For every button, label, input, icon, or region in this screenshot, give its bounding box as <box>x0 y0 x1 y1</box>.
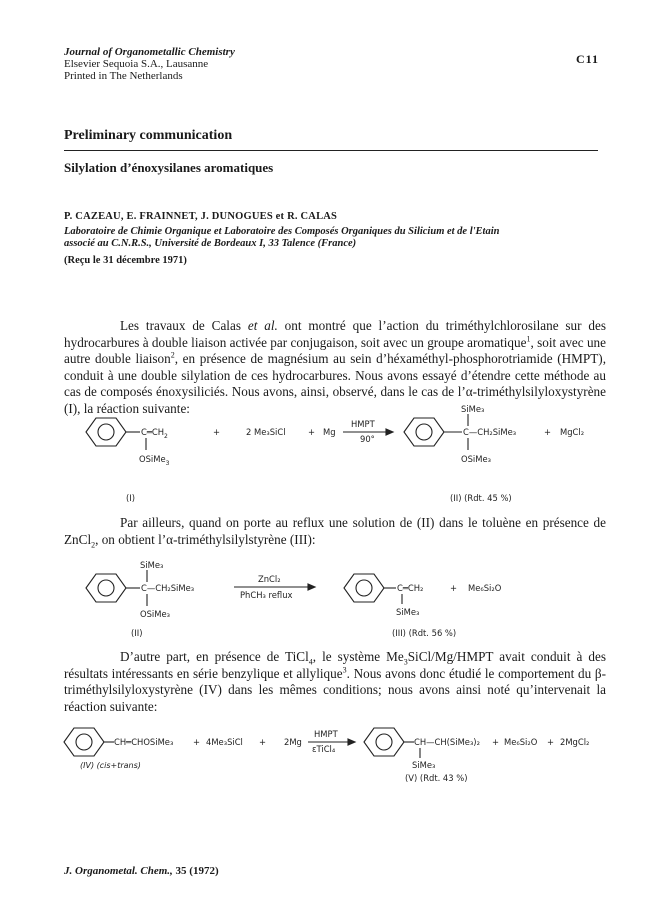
p3-chain: CH—CH(SiMe₃)₂ <box>414 737 480 747</box>
byproduct-mgcl2: MgCl₂ <box>560 427 585 437</box>
authors: P. CAZEAU, E. FRAINNET, J. DUNOGUES et R. CALAS <box>64 211 338 222</box>
label-compound-III: (III) (Rdt. 56 %) <box>392 628 457 638</box>
article-title: Silylation d’énoxysilanes aromatiques <box>64 160 274 175</box>
footer-citation <box>64 865 219 877</box>
label-compound-II: (II) <box>131 628 143 638</box>
footer-volume: 35 <box>175 865 187 877</box>
benzene-ring-icon <box>86 570 147 606</box>
label-compound-IV: (IV) (cis+trans) <box>80 761 141 770</box>
paragraph-3 <box>64 649 606 715</box>
reagent-mg: 2Mg <box>284 737 302 747</box>
byproduct-mgcl2: 2MgCl₂ <box>560 737 590 747</box>
benzene-ring-icon <box>364 728 420 758</box>
affiliation-line-1: Laboratoire de Chimie Organique et Laboratoire des Composés Organiques du Silicium et de l'Etain <box>64 226 500 237</box>
plus-3: + <box>544 427 552 437</box>
byproduct-me6si2o: Me₆Si₂O <box>504 737 538 747</box>
plus-2: + <box>259 737 267 747</box>
p1-text-d: , en présence de magnésium au sein d’héxaméthyl-phosphorotriamide (HMPT), conduit à une double silylation de ces hydrocarbures. Nous avons essayé d’étendre cette méthode au cas de composés énoxysiliciés. Nous avons, ainsi, observé, dans le cas de l’α-triméthylsilyloxystyrène (I), la réaction suivante: <box>64 351 606 416</box>
affiliation-line-2: associé au C.N.R.S., Université de Bordeaux I, 33 Talence (France) <box>64 238 357 249</box>
r1-top: $C═CH_2$ <box>141 427 168 440</box>
p2-zncl2: ZnCl <box>64 531 92 547</box>
label-compound-II: (II) (Rdt. 45 %) <box>450 493 512 503</box>
printed-location: Printed in The Netherlands <box>64 70 183 82</box>
p1-text-a: Les travaux de Calas <box>120 318 248 333</box>
received-date: (Reçu le 31 décembre 1971) <box>64 255 187 266</box>
affiliation <box>64 226 624 250</box>
p2-text-a: Par ailleurs, quand on porte au reflux une solution de (II) dans le toluène en présence de <box>120 515 606 530</box>
p3-ticl4-sub: 4 <box>308 657 313 667</box>
p2-zncl2-sub: 2 <box>91 540 96 550</box>
p3-me3-sub: 3 <box>403 657 408 667</box>
p2-mid: C═CH₂ <box>397 583 424 593</box>
p1-mid: C—CH₂SiMe₃ <box>463 427 517 437</box>
reagent-me3sicl: 2 Me₃SiCl <box>246 427 286 437</box>
p3-text-c: SiCl/Mg/HMPT avait conduit à des résultats intéressants en série benzylique et allylique <box>64 649 606 681</box>
ref-1: 1 <box>526 334 531 344</box>
r2-bottom: OSiMe₃ <box>140 609 170 619</box>
plus-3: + <box>492 737 500 747</box>
r1-bottom: OSiMe$_3$ <box>139 454 170 467</box>
paragraph-1 <box>64 318 606 418</box>
p2-text-b: , on obtient l’α-triméthylsilylstyrène (III): <box>95 531 316 547</box>
ref-2: 2 <box>170 350 175 360</box>
p3-bottom: SiMe₃ <box>412 760 436 770</box>
p3-text-b: , le système Me <box>312 649 404 664</box>
arrow-condition-top: HMPT <box>314 729 338 739</box>
benzene-ring-icon <box>86 418 146 450</box>
paragraph-2 <box>64 515 606 548</box>
r2-top: SiMe₃ <box>140 560 164 570</box>
benzene-ring-icon <box>344 574 402 604</box>
label-compound-V: (V) (Rdt. 43 %) <box>405 773 468 783</box>
title-rule <box>64 150 598 151</box>
ref-3: 3 <box>342 665 347 675</box>
reaction-scheme-3 <box>0 724 672 784</box>
arrow-condition-top: HMPT <box>351 419 375 429</box>
reaction-scheme-2 <box>0 556 672 640</box>
arrow-condition-top: ZnCl₂ <box>258 574 281 584</box>
label-compound-I: (I) <box>126 493 136 503</box>
journal-name: Journal of Organometallic Chemistry <box>64 46 235 58</box>
footer-year: (1972) <box>189 865 219 877</box>
plus: + <box>450 583 458 593</box>
p1-etal: et al. <box>247 318 278 333</box>
benzene-ring-icon <box>404 414 468 450</box>
r2-mid: C—CH₂SiMe₃ <box>141 583 195 593</box>
arrow-condition-bottom: εTiCl₄ <box>312 744 336 754</box>
plus-1: + <box>193 737 201 747</box>
plus-2: + <box>308 427 316 437</box>
p1-bottom: OSiMe₃ <box>461 454 491 464</box>
p1-top: SiMe₃ <box>461 404 485 414</box>
plus-1: + <box>213 427 221 437</box>
p3-text-a: D’autre part, en présence de TiCl <box>120 649 309 664</box>
reagent-me3sicl: 4Me₃SiCl <box>206 737 243 747</box>
footer-journal: J. Organometal. Chem., <box>64 865 173 877</box>
arrow-condition-bottom: PhCH₃ reflux <box>240 590 293 600</box>
benzene-ring-icon <box>64 728 114 756</box>
publisher: Elsevier Sequoia S.A., Lausanne <box>64 58 209 70</box>
section-title: Preliminary communication <box>64 128 233 143</box>
byproduct-me6si2o: Me₆Si₂O <box>468 583 502 593</box>
p1-text-c: , soit avec une autre double liaison <box>64 334 606 367</box>
plus-4: + <box>547 737 555 747</box>
p1-text-b: ont montré que l’action du triméthylchlorosilane sur des hydrocarbures à double liaison activée par conjugaison, soit avec un groupe aromatique <box>64 318 606 350</box>
p3-text-d: . Nous avons donc étudié le comportement du β-triméthylsilyloxystyrène (IV) dans les mêmes conditions; nous avons ainsi noté qu’intervenait la réaction suivante: <box>64 665 606 714</box>
arrow-condition-bottom: 90° <box>360 434 375 444</box>
reaction-scheme-1 <box>0 404 672 504</box>
p2-bottom: SiMe₃ <box>396 607 420 617</box>
r3-chain: CH═CHOSiMe₃ <box>114 737 174 747</box>
page-code: C11 <box>576 52 600 66</box>
reagent-mg: Mg <box>323 427 336 437</box>
